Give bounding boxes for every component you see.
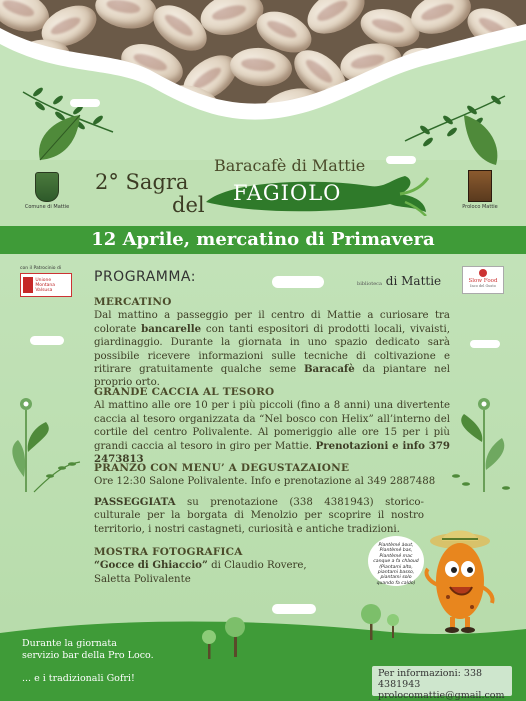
proloco-label: Proloco Mattie (462, 204, 498, 210)
proloco-logo (460, 170, 500, 210)
unione-label: Unione Montana Valsusa (35, 277, 55, 293)
crest-icon (35, 172, 59, 202)
section-title: PASSEGGIATA (94, 496, 176, 508)
patrocinio-label: con il Patrocinio di (20, 266, 62, 271)
unione-montana-icon (23, 277, 33, 293)
footer-gofri: ... e i tradizionali Gofri! (22, 673, 135, 684)
sagra-title: 2° Sagra (95, 170, 189, 194)
biblioteca-name: di Mattie (385, 274, 442, 288)
cloud (30, 336, 64, 345)
cloud (470, 340, 500, 348)
footer-line-1: Durante la giornata (22, 638, 117, 649)
leaf-large-left (30, 110, 90, 170)
section-caccia-tesoro: GRANDE CACCIA AL TESORO Al mattino alle ore 10 per i più piccoli (fino a 8 anni) una divertente caccia al tesoro organizzata da “Nel bosco con Helix” all’interno del cortile del centro Polivalente. Al pomeriggio alle ore 15 per i più grandi caccia al tesoro in giro per Mattie. Prenotazioni e info 379 2473813 (94, 386, 450, 466)
bean-mascot-icon (420, 525, 500, 635)
section-title: MOSTRA FOTOGRAFICA (94, 546, 243, 558)
flower-decoration-right (446, 392, 526, 512)
tree-decoration (356, 604, 406, 644)
date-band: 12 Aprile, mercatino di Primavera (0, 226, 526, 254)
footer-line-2: servizio bar della Pro Loco. (22, 650, 154, 661)
snail-icon (479, 269, 487, 277)
slowfood-sub: Inco del Gusto (470, 284, 496, 288)
section-passeggiata: PASSEGGIATA su prenotazione (338 4381943) storico-culturale per la borgata di Menolzio per scoprire il nostro territorio, i nostri castagneti, curiosità e antiche tradizioni. (94, 496, 424, 535)
programma-title: PROGRAMMA: (94, 269, 196, 285)
biblioteca-logo (357, 274, 441, 288)
section-title: GRANDE CACCIA AL TESORO (94, 386, 275, 398)
comune-logo (22, 172, 72, 210)
cloud (70, 99, 100, 107)
section-pranzo: PRANZO CON MENU’ A DEGUSTAZAIONE Ore 12:30 Salone Polivalente. Info e prenotazione al 349 2887488 (94, 462, 450, 489)
section-mostra: MOSTRA FOTOGRAFICA “Gocce di Ghiaccio” di Claudio Rovere, Saletta Polivalente (94, 546, 450, 586)
mascot-speech-bubble: Piantèmé àout, Piantèmé bas, Piantèmé mac canque a fa chàoud (Piantami alto, piantami basso, piantami solo quando fa caldo) (368, 536, 424, 586)
contact-email[interactable]: prolocomattie@gmail.com (378, 690, 505, 701)
cloud (386, 156, 416, 164)
patrocinio-logo (20, 266, 76, 297)
slowfood-label: Slow Food (468, 278, 498, 284)
contact-box (372, 666, 512, 701)
footer-bar-note (22, 638, 154, 685)
proloco-badge-icon (468, 170, 492, 202)
cloud (272, 276, 324, 288)
leaf-large-right (456, 110, 506, 170)
biblioteca-small: biblioteca (357, 281, 382, 287)
del-title: del (172, 193, 205, 217)
section-title: MERCATINO (94, 296, 172, 308)
slowfood-logo (462, 266, 504, 294)
flower-decoration-left (4, 392, 84, 512)
comune-label: Comune di Mattie (24, 204, 70, 210)
section-title: PRANZO CON MENU’ A DEGUSTAZAIONE (94, 462, 350, 474)
section-mercatino: MERCATINO Dal mattino a passeggio per il centro di Mattie a curiosare tra colorate bancarelle con tanti espositori di prodotti locali, vivaisti, giardinaggio. Durante la giornata in uno spazio dedicato sarà possibile ricevere informazioni sulle tecniche di coltivazione e ritirare gratuitamente qualche seme Baracafè da piantare nel proprio orto. (94, 296, 450, 389)
baracafe-title: Baracafè di Mattie (214, 156, 366, 175)
contact-phone: Per informazioni: 338 4381943 (378, 668, 483, 690)
fagiolo-title: FAGIOLO (233, 181, 342, 205)
